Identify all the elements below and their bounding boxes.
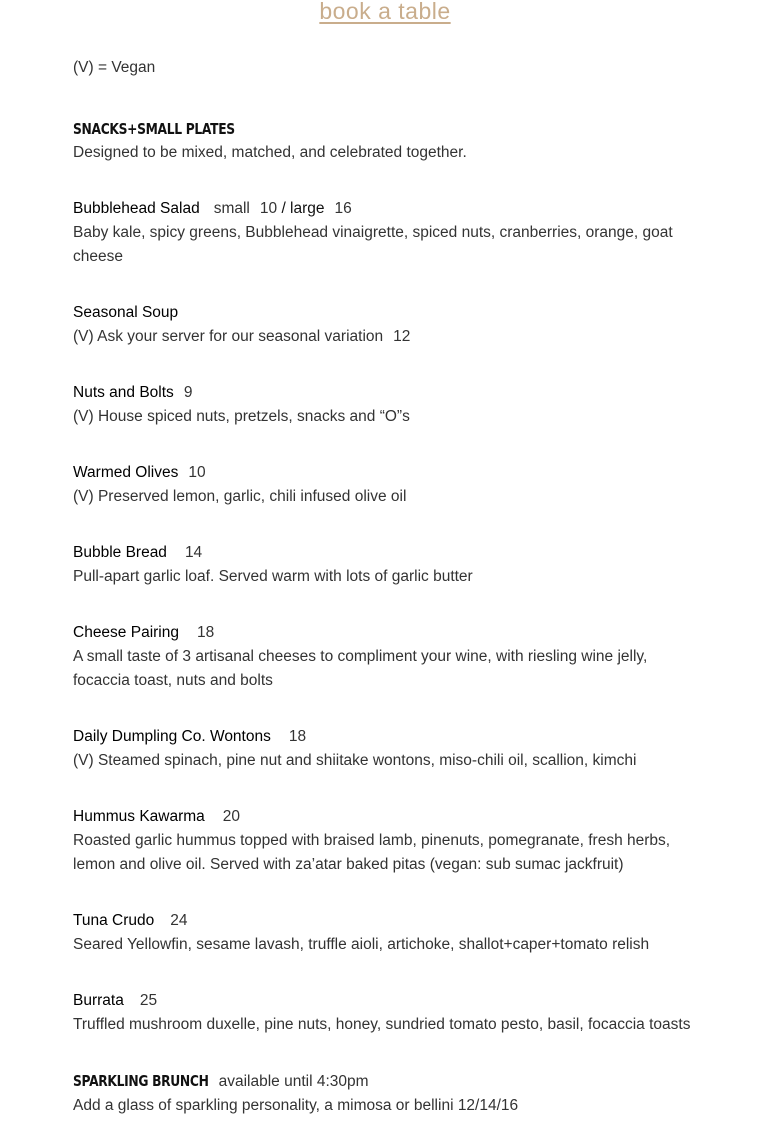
menu-item-name: Warmed Olives (73, 464, 179, 481)
menu-item-size-separator: / large (281, 200, 325, 217)
menu-item-description: A small taste of 3 artisanal cheeses to compliment your wine, with riesling wine jelly, focaccia toast, nuts and bolts (73, 648, 648, 689)
menu-item (73, 381, 693, 429)
menu-item-large-price: 16 (334, 200, 352, 217)
menu-item-header (73, 197, 693, 221)
menu-item-description: Truffled mushroom duxelle, pine nuts, honey, sundried tomato pesto, basil, focaccia toasts (73, 1016, 691, 1033)
menu-item (73, 301, 693, 349)
menu-item-header (73, 725, 693, 749)
menu-item (73, 541, 693, 589)
book-a-table-link[interactable]: book a table (319, 0, 451, 24)
menu-item-description: (V) Steamed spinach, pine nut and shiitake wontons, miso-chili oil, scallion, kimchi (73, 752, 637, 769)
menu-item-header (73, 909, 693, 933)
menu-item-name: Cheese Pairing (73, 624, 179, 641)
menu-item-size-label: small (213, 200, 250, 217)
menu-item-header (73, 989, 693, 1013)
menu-item-price: 14 (184, 544, 203, 561)
menu-item-price: 24 (170, 912, 188, 929)
menu-item-price: 9 (183, 384, 193, 401)
menu-item-description: Pull-apart garlic loaf. Served warm with lots of garlic butter (73, 568, 473, 585)
brunch-description: Add a glass of sparkling personality, a mimosa or bellini 12/14/16 (73, 1097, 519, 1114)
menu-item-price: 18 (288, 728, 307, 745)
menu-item-header (73, 461, 693, 485)
menu-item-name: Bubble Bread (73, 544, 167, 561)
menu-item (73, 989, 693, 1037)
menu-item-name: Daily Dumpling Co. Wontons (73, 728, 271, 745)
menu-item-price: 12 (393, 328, 411, 345)
menu-item (73, 461, 693, 509)
menu-item-small-price: 10 (259, 200, 278, 217)
section-description: Designed to be mixed, matched, and celebrated together. (73, 144, 467, 161)
menu-item-price: 25 (139, 992, 158, 1009)
menu-item-name: Tuna Crudo (73, 912, 155, 929)
brunch-section (73, 1069, 693, 1118)
menu-item (73, 909, 693, 957)
menu-item (73, 805, 693, 877)
menu-item-description: Roasted garlic hummus topped with braised lamb, pinenuts, pomegranate, fresh herbs, lemon and olive oil. Served with za’atar baked pitas (vegan: sub sumac jackfruit) (73, 832, 671, 873)
menu-item-price: 10 (188, 464, 206, 481)
brunch-availability: available until 4:30pm (218, 1073, 369, 1090)
menu-item (73, 621, 693, 693)
menu-item-description: (V) Ask your server for our seasonal variation (73, 328, 384, 345)
brunch-title: SPARKLING BRUNCH (73, 1072, 209, 1090)
menu-item-name: Burrata (73, 992, 124, 1009)
menu-item-name: Seasonal Soup (73, 304, 179, 321)
menu-item-description: Seared Yellowfin, sesame lavash, truffle aioli, artichoke, shallot+caper+tomato relish (73, 936, 650, 953)
menu-item-header (73, 541, 693, 565)
section-title: SNACKS+SMALL PLATES (73, 120, 235, 138)
brunch-header (73, 1069, 693, 1094)
menu-item (73, 197, 693, 269)
menu-item-header (73, 301, 693, 325)
menu-item-description: (V) House spiced nuts, pretzels, snacks and “O”s (73, 408, 410, 425)
vegan-legend: (V) = Vegan (73, 59, 156, 76)
menu-item-price: 18 (196, 624, 215, 641)
menu-item (73, 725, 693, 773)
menu-item-description-row (73, 325, 693, 349)
menu-content (73, 56, 693, 1118)
menu-item-name: Hummus Kawarma (73, 808, 205, 825)
menu-item-name: Nuts and Bolts (73, 384, 174, 401)
menu-item-description: Baby kale, spicy greens, Bubblehead vinaigrette, spiced nuts, cranberries, orange, goat cheese (73, 224, 673, 265)
menu-item-header (73, 805, 693, 829)
menu-item-description: (V) Preserved lemon, garlic, chili infused olive oil (73, 488, 407, 505)
menu-item-header (73, 621, 693, 645)
menu-item-header (73, 381, 693, 405)
menu-item-price: 20 (222, 808, 241, 825)
menu-item-name: Bubblehead Salad (73, 200, 200, 217)
